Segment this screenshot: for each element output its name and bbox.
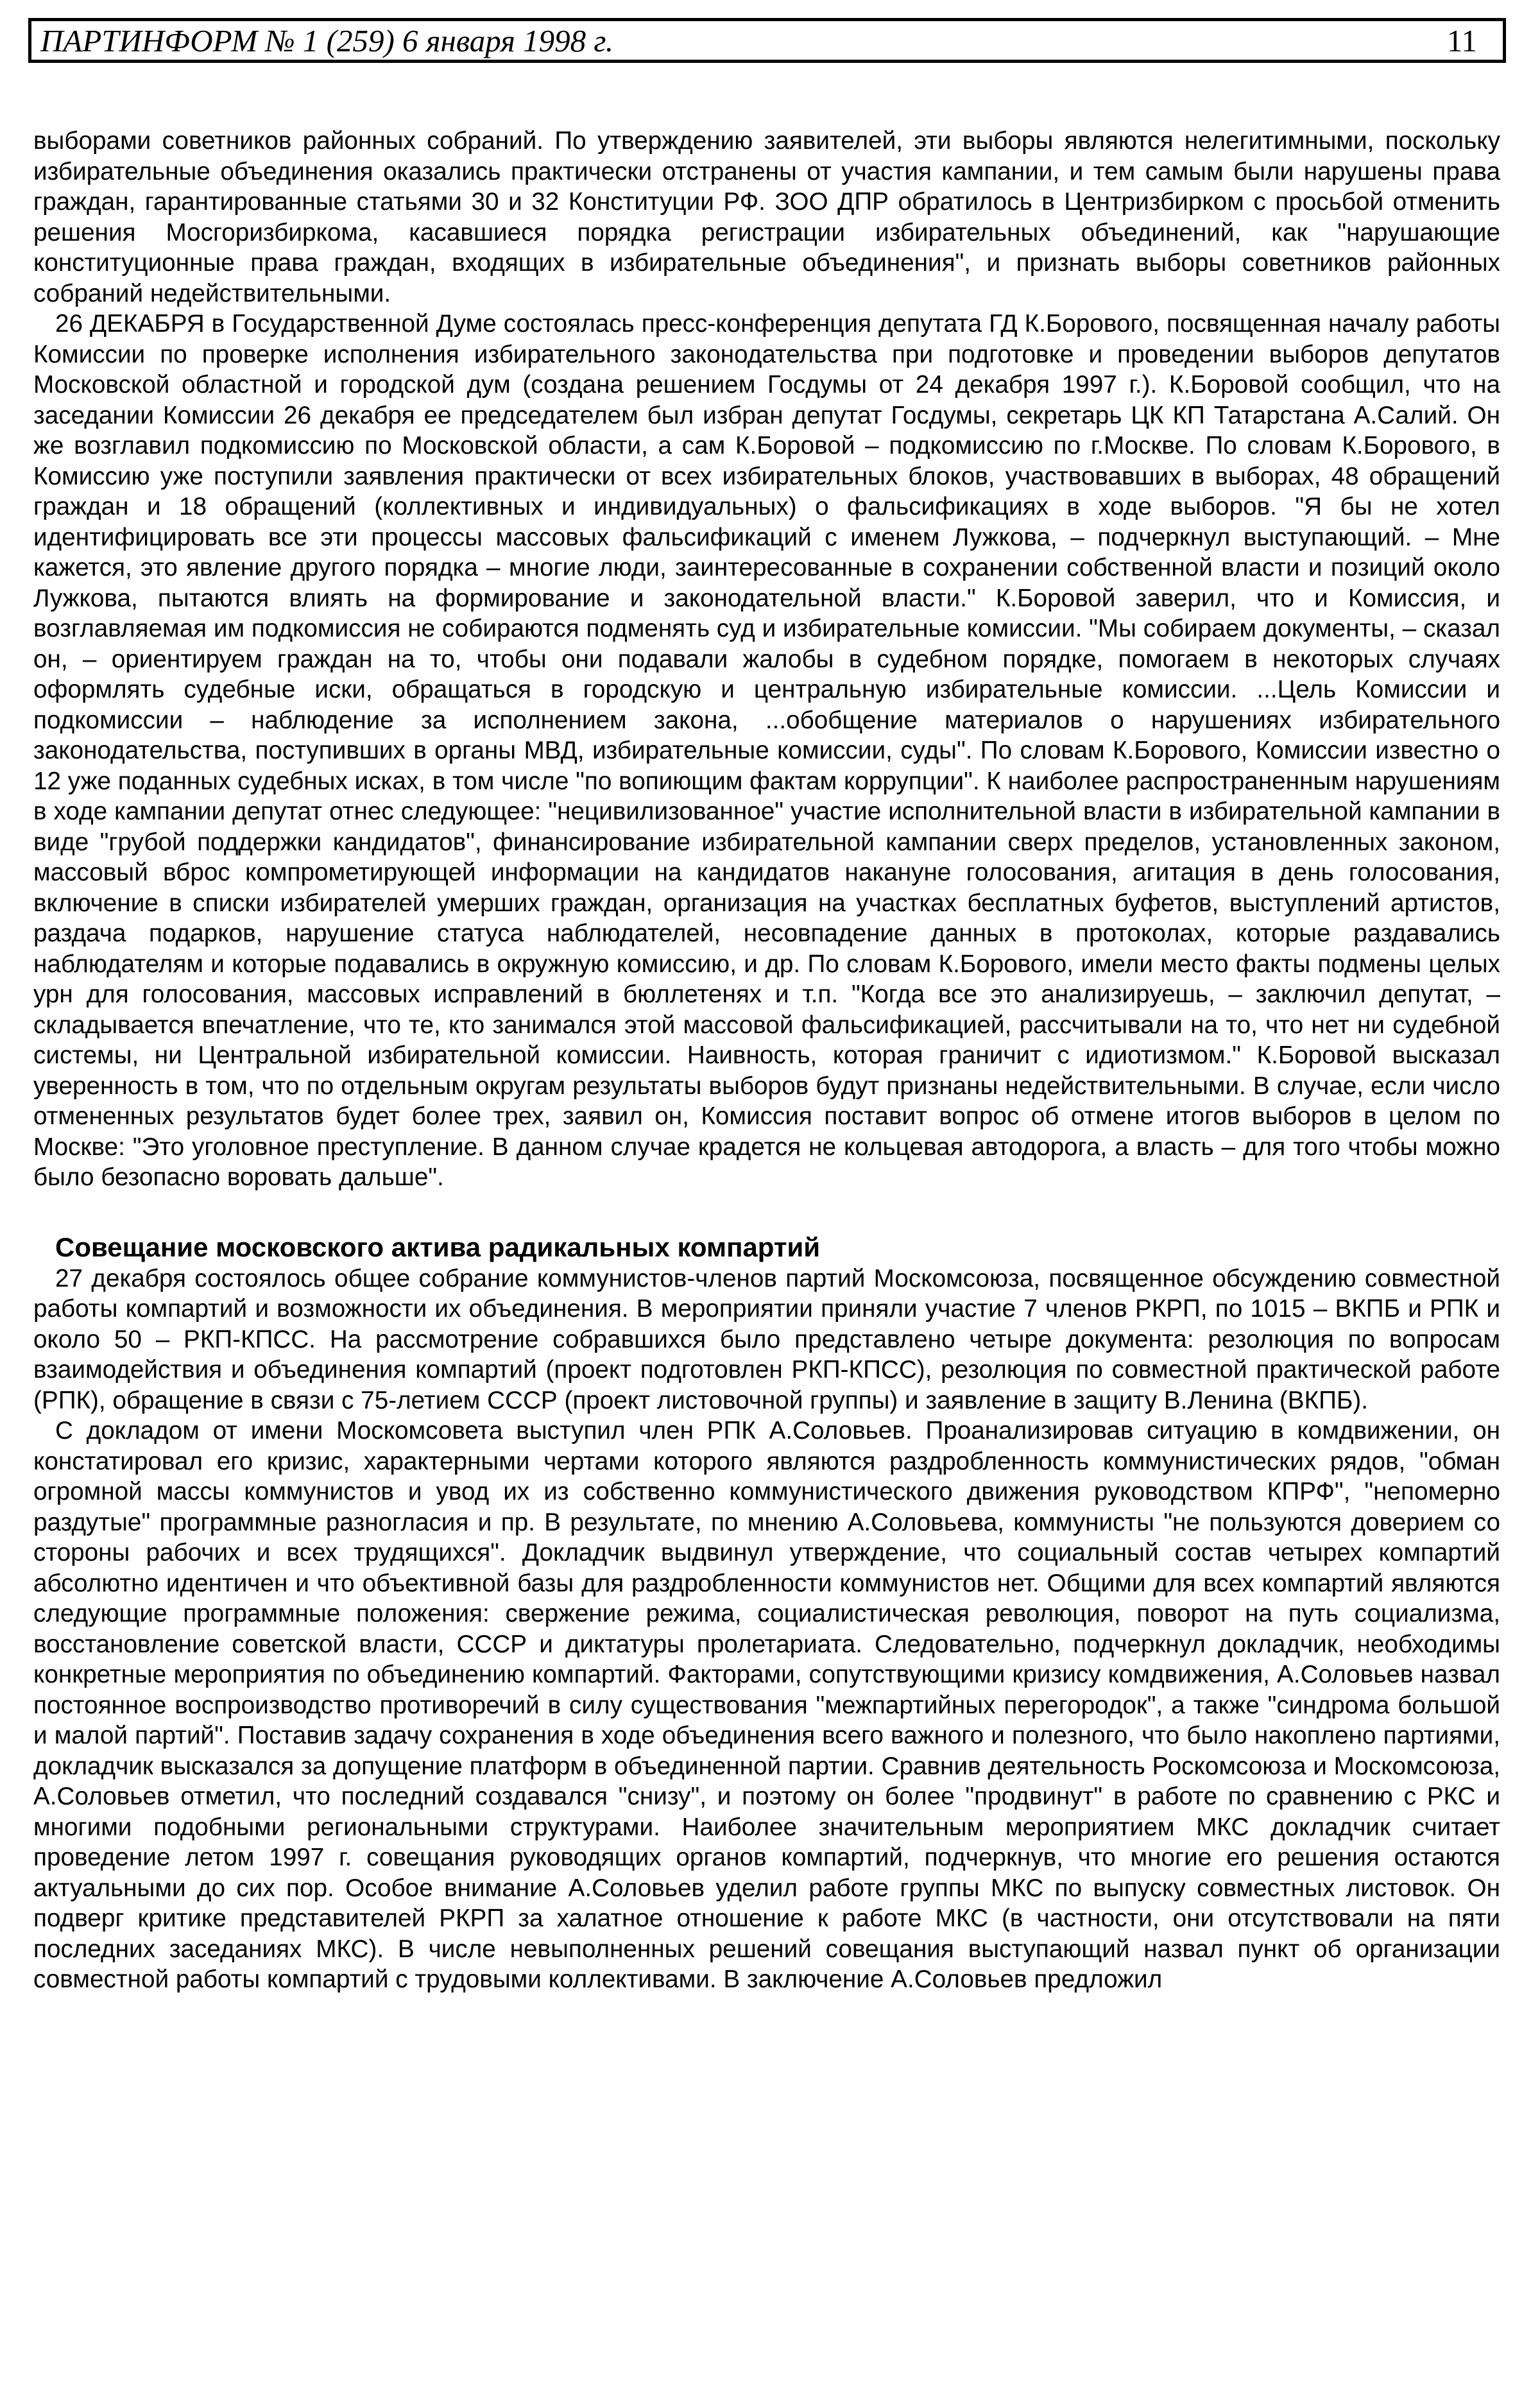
paragraph: 26 ДЕКАБРЯ в Государственной Думе состоялась пресс-конференция депутата ГД К.Борового, посвященная началу работы Комиссии по проверке исполнения избирательного законодательства при подготовке и проведении выборов депутатов Московской областной и городской дум (создана решением Госдумы от 24 декабря 1997 г.). К.Боровой сообщил, что на заседании Комиссии 26 декабря ее председателем был избран депутат Госдумы, секретарь ЦК КП Татарстана А.Салий. Он же возглавил подкомиссию по Московской области, а сам К.Боровой – подкомиссию по г.Москве. По словам К.Борового, в Комиссию уже поступили заявления практически от всех избирательных блоков, участвовавших в выборах, 48 обращений граждан и 18 обращений (коллективных и индивидуальных) о фальсификациях в ходе выборов. "Я бы не хотел идентифицировать все эти процессы массовых фальсификаций с именем Лужкова, – подчеркнул выступающий. – Мне кажется, это явление другого порядка – многие люди, заинтересованные в сохранении собственной власти и позиций около Лужкова, пытаются влиять на формирование и законодательной власти." К.Боровой заверил, что и Комиссия, и возглавляемая им подкомиссия не собираются подменять суд и избирательные комиссии. "Мы собираем документы, – сказал он, – ориентируем граждан на то, чтобы они подавали жалобы в судебном порядке, помогаем в некоторых случаях оформлять судебные иски, обращаться в городскую и центральную избирательные комиссии. ...Цель Комиссии и подкомиссии – наблюдение за исполнением закона, ...обобщение материалов о нарушениях избирательного законодательства, поступивших в органы МВД, избирательные комиссии, суды". По словам К.Борового, Комиссии известно о 12 уже поданных судебных исках, в том числе "по вопиющим фактам коррупции". К наиболее распространенным нарушениям в ходе кампании депутат отнес следующее: "нецивилизованное" участие исполнительной власти в избирательной кампании в виде "грубой поддержки кандидатов", финансирование избирательной кампании сверх пределов, установленных законом, массовый вброс компрометирующей информации на кандидатов накануне голосования, агитация в день голосования, включение в списки избирателей умерших граждан, организация на участках бесплатных буфетов, выступлений артистов, раздача подарков, нарушение статуса наблюдателей, несовпадение данных в протоколах, которые раздавались наблюдателям и которые подавались в окружную комиссию, и др. По словам К.Борового, имели место факты подмены целых урн для голосования, массовых исправлений в бюллетенях и т.п. "Когда все это анализируешь, – заключил депутат, – складывается впечатление, что те, кто занимался этой массовой фальсификацией, рассчитывали на то, что нет ни судебной системы, ни Центральной избирательной комиссии. Наивность, которая граничит с идиотизмом." К.Боровой высказал уверенность в том, что по отдельным округам результаты выборов будут признаны недействительными. В случае, если число отмененных результатов будет более трех, заявил он, Комиссия поставит вопрос об отмене итогов выборов в целом по Москве: "Это уголовное преступление. В данном случае крадется не кольцевая автодорога, а власть – для того чтобы можно было безопасно воровать дальше". [33,310,1500,1191]
paragraph: С докладом от имени Москомсовета выступил член РПК А.Соловьев. Проанализировав ситуацию в комдвижении, он констатировал его кризис, характерными чертами которого являются раздробленность коммунистических рядов, "обман огромной массы коммунистов и увод их из собственно коммунистического движения руководством КПРФ", "непомерно раздутые" программные разногласия и пр. В результате, по мнению А.Соловьева, коммунисты "не пользуются доверием со стороны рабочих и всех трудящихся". Докладчик выдвинул утверждение, что социальный состав четырех компартий абсолютно идентичен и что объективной базы для раздробленности коммунистов нет. Общими для всех компартий являются следующие программные положения: свержение режима, социалистическая революция, поворот на путь социализма, восстановление советской власти, СССР и диктатуры пролетариата. Следовательно, подчеркнул докладчик, необходимы конкретные мероприятия по объединению компартий. Факторами, сопутствующими кризису комдвижения, А.Соловьев назвал постоянное воспроизводство противоречий в силу существования "межпартийных перегородок", а также "синдрома большой и малой партий". Поставив задачу сохранения в ходе объединения всего важного и полезного, что было накоплено партиями, докладчик высказался за допущение платформ в объединенной партии. Сравнив деятельность Роскомсоюза и Москомсоюза, А.Соловьев отметил, что последний создавался "снизу", и поэтому он более "продвинут" в работе по сравнению с РКС и многими подобными региональными структурами. Наиболее значительным мероприятием МКС докладчик считает проведение летом 1997 г. совещания руководящих органов компартий, подчеркнув, что многие его решения остаются актуальными до сих пор. Особое внимание А.Соловьев уделил работе группы МКС по выпуску совместных листовок. Он подверг критике представителей РКРП за халатное отношение к работе МКС (в частности, они отсутствовали на пяти последних заседаниях МКС). В числе невыполненных решений совещания выступающий назвал пункт об организации совместной работы компартий с трудовыми коллективами. В заключение А.Соловьев предложил [33,1417,1500,1993]
page-number: 11 [1446,22,1477,58]
paragraph: выборами советников районных собраний. По утверждению заявителей, эти выборы являются нелегитимными, поскольку избирательные объединения оказались практически отстранены от участия кампании, и тем самым были нарушены права граждан, гарантированные статьями 30 и 32 Конституции РФ. ЗОО ДПР обратилось в Центризбирком с просьбой отменить решения Мосгоризбиркома, касавшиеся порядка регистрации избирательных объединений, как "нарушающие конституционные права граждан, входящих в избирательные объединения", и признать выборы советников районных собраний недействительными. [33,127,1500,307]
publication-title: ПАРТИНФОРМ № 1 (259) 6 января 1998 г. [40,22,614,58]
section-heading: Совещание московского актива радикальных компартий [55,1231,821,1262]
article-body [33,126,1500,1995]
page-header [28,18,1506,63]
paragraph: 27 декабря состоялось общее собрание коммунистов-членов партий Москомсоюза, посвященное обсуждению совместной работы компартий и возможности их объединения. В мероприятии приняли участие 7 членов РКРП, по 1015 – ВКПБ и РПК и около 50 – РКП-КПСС. На рассмотрение собравшихся было представлено четыре документа: резолюция по вопросам взаимодействия и объединения компартий (проект подготовлен РКП-КПСС), резолюция по совместной практической работе (РПК), обращение в связи с 75-летием СССР (проект листовочной группы) и заявление в защиту В.Ленина (ВКПБ). [33,1264,1500,1414]
